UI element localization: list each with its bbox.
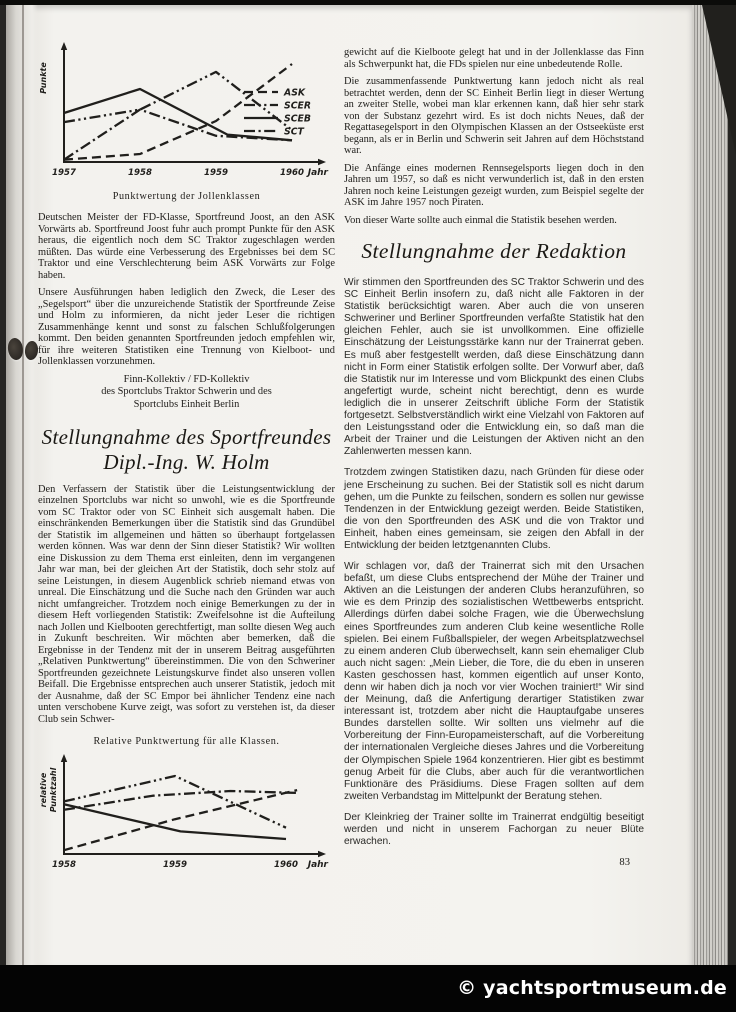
binding-margin bbox=[6, 5, 38, 965]
jollenklassen-line-chart bbox=[38, 36, 332, 186]
svg-text:Punktzahl: Punktzahl bbox=[49, 768, 58, 813]
svg-text:SCER: SCER bbox=[284, 100, 312, 112]
right-paragraph-8: Der Kleinkrieg der Trainer sollte im Trainerrat endgültig beseitigt werden und nicht in unserem Fachorgan zu neuer Blüte erwachen. bbox=[344, 811, 644, 848]
chart2-caption: Relative Punktwertung für alle Klassen. bbox=[93, 736, 280, 748]
svg-text:1958: 1958 bbox=[52, 860, 76, 871]
watermark-text: © yachtsportmuseum.de bbox=[457, 977, 727, 999]
svg-text:1959: 1959 bbox=[204, 168, 228, 178]
right-paragraph-3: Die Anfänge eines modernen Rennsegelsports liegen doch in den Jahren um 1957, so daß es nicht verwunderlich ist, daß in den ersten Jahren noch keine Leistungen gezeigt wurden, zum Beispiel segelte der ASK im Jahre 1957 noch Piraten. bbox=[344, 162, 644, 208]
svg-text:1957: 1957 bbox=[52, 168, 76, 178]
signature-block bbox=[38, 374, 335, 412]
svg-text:SCEB: SCEB bbox=[284, 113, 311, 125]
svg-text:1959: 1959 bbox=[163, 860, 187, 871]
page-number: 83 bbox=[619, 857, 630, 869]
magazine-page bbox=[6, 5, 692, 965]
left-paragraph-3: Den Verfassern der Statistik über die Leistungsentwicklung der einzelnen Sportclubs war nicht so unwohl, wie es die Sportfreunde vom SC Traktor oder von SC Einheit sich ausgemalt haben. Die einschränkenden Bemerkungen über die Statistik sind das Grundübel der Statistik im allgemeinen und hätten so überhaupt fortgelassen werden können. Was war denn der Sinn dieser Statistik? Wir wollten eine Diskussion zu dem Thema erst einleiten, denn im vergangenen Jahr war man, bei der gleichen Art der Statistik, doch sehr stolz auf seine Leistungen, in diesem Augenblick schrieb niemand etwas von unreal. Die Einschätzung und die Suche nach den Gründen war auch nicht umfangreicher. Trotzdem noch einige Bemerkungen zu der in diesem Heft vorliegenden Statistik: Zweifelsohne ist die Aufteilung nach Jollen und Kielbooten gerechtfertigt, man sollte diesen Weg auch in Zukunft beschreiten. Wir möchten aber bemerken, daß die Ergebnisse in der Tendenz mit der in unserem Beitrag ausgeführten „Relativen Punktwertung“ übereinstimmen. Die von den Schweriner Sportfreunden gezeichnete Leistungskurve findet also unseren vollen Beifall. Die Ergebnisse entsprechen auch unserer Statistik, jedoch mit der Ausnahme, daß der SC Empor bei ähnlicher Tendenz eine nach unten verschobene Kurve zeigt, was sofort zu verstehen ist, da dieser Club sein Schwer- bbox=[38, 483, 335, 725]
right-paragraph-1: gewicht auf die Kielboote gelegt hat und in der Jollenklasse das Finn als Schwerpunkt hat, die FDs spielen nur eine unbedeutende Rolle. bbox=[344, 47, 644, 70]
right-paragraph-6: Trotzdem zwingen Statistiken dazu, nach Gründen für diese oder jene Erscheinung zu suchen. Bei der Statistik soll es nicht darum gehen, um die Punkte zu feilschen, sondern es sollen nur gewisse Tendenzen in der Entwicklung gezeigt werden. Beide Statistiken, die von den Sportfreunden des ASK und die von Traktor und Einheit, haben eines gemeinsam, sie zeigen den Abfall in der Entwicklung der beiden letztgenannten Clubs. bbox=[344, 467, 644, 551]
right-paragraph-4: Von dieser Warte sollte auch einmal die Statistik besehen werden. bbox=[344, 214, 617, 226]
right-column bbox=[344, 47, 644, 868]
svg-text:Jahr: Jahr bbox=[307, 860, 328, 871]
svg-text:1960: 1960 bbox=[274, 860, 298, 871]
left-paragraph-1: Deutschen Meister der FD-Klasse, Sportfreund Joost, an den ASK Vorwärts ab. Sportfreund Joost fuhr auch prompt Punkte für den ASK heraus, die eigentlich noch dem SC Traktor zugeschlagen werden müßten. Das würde eine Verbesserung des Ergebnisses bei dem SC Traktor und eine Verschlechterung beim ASK Vorwärts zur Folge haben. bbox=[38, 212, 335, 281]
signature-line: Sportclubs Einheit Berlin bbox=[133, 399, 240, 411]
section-heading-holm bbox=[38, 425, 335, 475]
heading-line: Stellungnahme des Sportfreundes bbox=[41, 424, 332, 449]
svg-text:Punkte: Punkte bbox=[39, 62, 48, 94]
left-paragraph-2: Unsere Ausführungen haben lediglich den Zweck, die Leser des „Segelsport“ über die unzureichende Statistik der Sportfreunde Zeise und Holm zu informieren, da nicht jeder Leser die richtigen Zusammenhänge kennt und sonst zu falschen Schlußfolgerungen kommt. Den beiden genannten Sportfreunden jedoch empfehlen wir, für ihre weiteren Statistiken eine Trennung von Kielboot- und Jollenklassen vorzunehmen. bbox=[38, 287, 335, 367]
svg-text:relative: relative bbox=[39, 773, 48, 808]
right-paragraph-2: Die zusammenfassende Punktwertung kann jedoch nicht als real betrachtet werden, denn der SC Einheit Berlin liegt in dieser Wertung an zweiter Stelle, wobei man klar erkennen kann, daß hier sehr stark von der Substanz gezehrt wird. Es ist doch nichts Neues, daß der Regattasegelsport in den Olympischen Klassen an der Ostseeküste erst begann, als er in Berlin und Schwerin seit Jahren auf dem Höchststand war. bbox=[344, 76, 644, 156]
section-heading-redaktion: Stellungnahme der Redaktion bbox=[361, 239, 627, 263]
binding-hole bbox=[7, 337, 25, 361]
svg-text:1958: 1958 bbox=[128, 168, 152, 178]
relative-punktwertung-line-chart bbox=[38, 750, 332, 876]
svg-text:Jahr: Jahr bbox=[307, 168, 328, 178]
svg-text:1960: 1960 bbox=[280, 168, 304, 178]
right-paragraph-7: Wir schlagen vor, daß der Trainerrat sich mit den Ursachen befaßt, um diese Clubs entsprechend der Mühe der Trainer und Aktiven an die Leistungen der anderen Clubs heranzuführen, so wie es dem Prinzip des sozialistischen Wettbewerbs entspricht. Allerdings dürfen dabei solche Fragen, wie die Überwechslung eines Sportfreundes zum anderen Club keine wesentliche Rolle spielen. Bei einem Fußballspieler, der wegen Arbeitsplatzwechsel zu einem anderen Club überwechselt, kann sein ehemaliger Club auch nicht sagen: „Mein Lieber, die Tore, die du eben in unseren Kasten geschossen hast, kommen eigentlich auf unser Konto, denn wir haben dich ja noch vor vier Wochen trainiert!“ Wir sind der Meinung, daß die Anfertigung derartiger Statistiken zwar interessant ist, trotzdem aber nicht die Hauptaufgabe unseres Bundes darstellen sollte. Wir sollten uns vielmehr auf die Vorbereitung der Finn-Europameisterschaft, auf die Vorbereitung der internationalen Vergleiche dieses Jahres und die Vorbereitung der Olympischen Spiele 1964 konzentrieren. Hier gibt es bestimmt genug Arbeit für die Clubs, aber auch für die verantwortlichen Funktionäre des Präsidiums. Diese Fragen sollten auf dem zweiten Verbandstag im Mittelpunkt der Beratung stehen. bbox=[344, 561, 644, 802]
signature-line: Finn-Kollektiv / FD-Kollektiv bbox=[123, 373, 250, 385]
left-column bbox=[38, 36, 335, 876]
book-page-edges bbox=[692, 5, 728, 965]
svg-text:SCT: SCT bbox=[284, 126, 304, 138]
svg-text:ASK: ASK bbox=[284, 87, 306, 99]
binding-hole bbox=[24, 340, 39, 360]
chart1-caption: Punktwertung der Jollenklassen bbox=[112, 191, 261, 202]
right-paragraph-5: Wir stimmen den Sportfreunden des SC Traktor Schwerin und des SC Einheit Berlin insofern zu, daß nicht alle Faktoren in der Statistik berücksichtigt waren. Aber auch die von unseren Schweriner und Berliner Sportfreunden verfaßte Statistik hat den gleichen Fehler, auch sie ist unvollkommen. Eine offizielle Einschätzung der Leistungsstärke kann nur der Trainerrat geben. Es muß aber festgestellt werden, daß diese Einschätzung dann nicht in Form einer Statistik erfolgen sollte. Der Vorwurf aber, daß die Statistik nur im Interesse und vom Blickpunkt des einen Clubs angefertigt wurde, scheint nicht berechtigt, denn es wurde lediglich die in unserer Zeitschrift übliche Form der Statistik fortgesetzt. Selbstverständlich wirkt eine Vielzahl von Faktoren auf den Leistungsstand oder die Entwicklung ein, so daß man die Arbeit der Trainer und die Leistungen der Aktiven nicht an den Zahlenwerten messen kann. bbox=[344, 277, 644, 458]
signature-line: des Sportclubs Traktor Schwerin und des bbox=[101, 386, 272, 398]
heading-line: Dipl.-Ing. W. Holm bbox=[103, 449, 270, 474]
watermark-bar bbox=[0, 965, 736, 1012]
